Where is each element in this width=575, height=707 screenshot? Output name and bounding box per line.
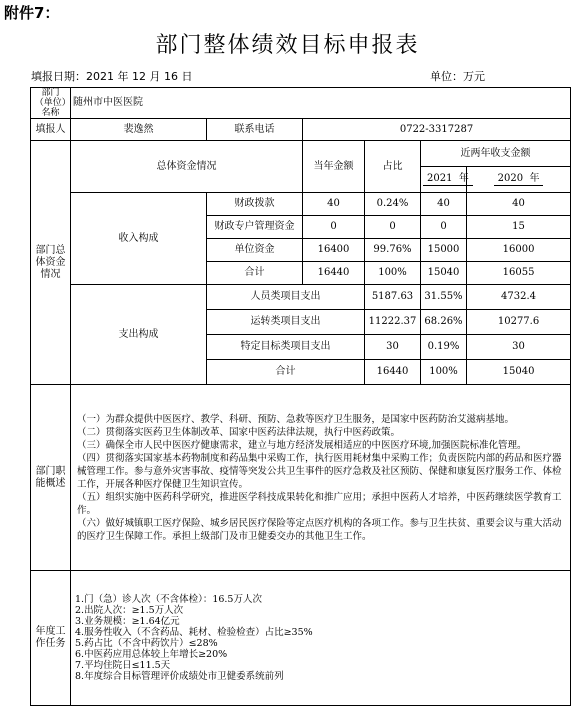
expense-row: [31, 285, 571, 310]
row-2020: 16000: [467, 239, 571, 262]
task-item: 3.业务规模：≥1.64亿元: [75, 616, 180, 627]
row-amount: 11222.37: [365, 310, 421, 335]
expense-label: 支出构成: [71, 285, 207, 385]
fund-header: 总体资金情况: [71, 141, 303, 193]
filler-row: [31, 119, 571, 141]
row-ratio: 0.19%: [421, 335, 467, 360]
row-2021: 15040: [421, 262, 467, 285]
fill-date: 填报日期：2021 年 12 月 16 日: [31, 70, 193, 83]
row-2021: 15040: [467, 360, 571, 385]
row-item: 合计: [207, 360, 365, 385]
task-item: 2.出院人次：≥1.5万人次: [75, 605, 184, 616]
attachment-label: 附件7：: [4, 4, 60, 22]
row-ratio: 0: [365, 216, 421, 239]
task-row: [31, 571, 571, 706]
row-ratio: 99.76%: [365, 239, 421, 262]
task-item: 4.服务性收入（不含药品、耗材、检验检查）占比≥35%: [75, 627, 313, 638]
row-item: 运转类项目支出: [207, 310, 365, 335]
row-2020: 16055: [467, 262, 571, 285]
row-ratio: 31.55%: [421, 285, 467, 310]
row-ratio: 100%: [421, 360, 467, 385]
task-label: 年度工作任务: [31, 571, 71, 706]
row-amount: 16440: [365, 360, 421, 385]
year-2021-header: 2021 年: [421, 167, 467, 193]
unit-label: 单位：万元: [430, 70, 485, 83]
row-item: 人员类项目支出: [207, 285, 365, 310]
performance-form-table: [30, 87, 571, 706]
row-2020: 15: [467, 216, 571, 239]
dept-label: 部门（单位）名称: [31, 88, 71, 119]
row-2021: 10277.6: [467, 310, 571, 335]
row-2021: 40: [421, 193, 467, 216]
row-2021: 30: [467, 335, 571, 360]
duty-label: 部门职能概述: [31, 385, 71, 571]
year-2020-header: 2020 年: [467, 167, 571, 193]
fund-header-row: [31, 141, 571, 167]
row-amount: 40: [303, 193, 365, 216]
duty-row: [31, 385, 571, 571]
duty-item: （五）组织实施中医药科学研究，推进医学科技成果转化和推广应用；承担中医药人才培养，中医药继续医学教育工作。: [77, 491, 562, 516]
row-item: 特定目标类项目支出: [207, 335, 365, 360]
ratio-header: 占比: [365, 141, 421, 193]
task-item: 8.年度综合目标管理评价成绩处市卫健委系统前列: [75, 671, 284, 682]
duty-item: （三）确保全市人民中医医疗健康需求，建立与地方经济发展相适应的中医医疗环境,加强医院标准化管理。: [77, 439, 527, 451]
row-item: 财政拨款: [207, 193, 303, 216]
page-title: 部门整体绩效目标申报表: [155, 33, 420, 58]
row-amount: 5187.63: [365, 285, 421, 310]
duty-item: （一）为群众提供中医医疗、教学、科研、预防、急救等医疗卫生服务，是国家中医药防治艾滋病基地。: [77, 413, 515, 425]
row-2021: 0: [421, 216, 467, 239]
section-label: 部门总体资金情况: [31, 141, 71, 385]
row-amount: 16440: [303, 262, 365, 285]
row-ratio: 100%: [365, 262, 421, 285]
row-amount: 16400: [303, 239, 365, 262]
row-ratio: 68.26%: [421, 310, 467, 335]
phone-label: 联系电话: [207, 119, 303, 141]
duty-item: （二）贯彻落实医药卫生体制改革、国家中医药法律法规，执行中医药政策。: [77, 426, 401, 438]
duty-item: （四）贯彻落实国家基本药物制度和药品集中采购工作，执行医用耗材集中采购工作；负责医院内部的药品和医疗器械管理工作。参与意外灾害事故、疫情等突发公共卫生事件的医疗急救及社区预防、保健和康复医疗服务工作、体检工作，开展各种医疗保健卫生知识宣传。: [77, 452, 562, 490]
task-item: 6.中医药应用总体较上年增长≥20%: [75, 649, 228, 660]
task-list: [71, 571, 571, 706]
row-amount: 30: [365, 335, 421, 360]
row-item: 财政专户管理资金: [207, 216, 303, 239]
current-amount-header: 当年金额: [303, 141, 365, 193]
duty-description: [71, 385, 571, 571]
income-label: 收入构成: [71, 193, 207, 285]
row-2021: 15000: [421, 239, 467, 262]
row-item: 合计: [207, 262, 303, 285]
income-row: [31, 193, 571, 216]
task-item: 1.门（急）诊人次（不含体检）：16.5万人次: [75, 594, 262, 605]
filler-label: 填报人: [31, 119, 71, 141]
dept-row: [31, 88, 571, 119]
recent-years-header: 近两年收支金额: [421, 141, 571, 167]
row-2021: 4732.4: [467, 285, 571, 310]
row-2020: 40: [467, 193, 571, 216]
dept-name: 随州市中医医院: [71, 88, 571, 119]
row-item: 单位资金: [207, 239, 303, 262]
filler-name: 裴逸然: [71, 119, 207, 141]
row-ratio: 0.24%: [365, 193, 421, 216]
task-item: 7.平均住院日≤11.5天: [75, 660, 171, 671]
row-amount: 0: [303, 216, 365, 239]
phone-value: 0722-3317287: [303, 119, 571, 141]
task-item: 5.药占比（不含中药饮片）≤28%: [75, 638, 218, 649]
duty-item: （六）做好城镇职工医疗保险、城乡居民医疗保险等定点医疗机构的各项工作。参与卫生扶贫、重要会议与重大活动的医疗卫生保障工作。承担上级部门及市卫健委交办的其他卫生工作。: [77, 517, 562, 542]
